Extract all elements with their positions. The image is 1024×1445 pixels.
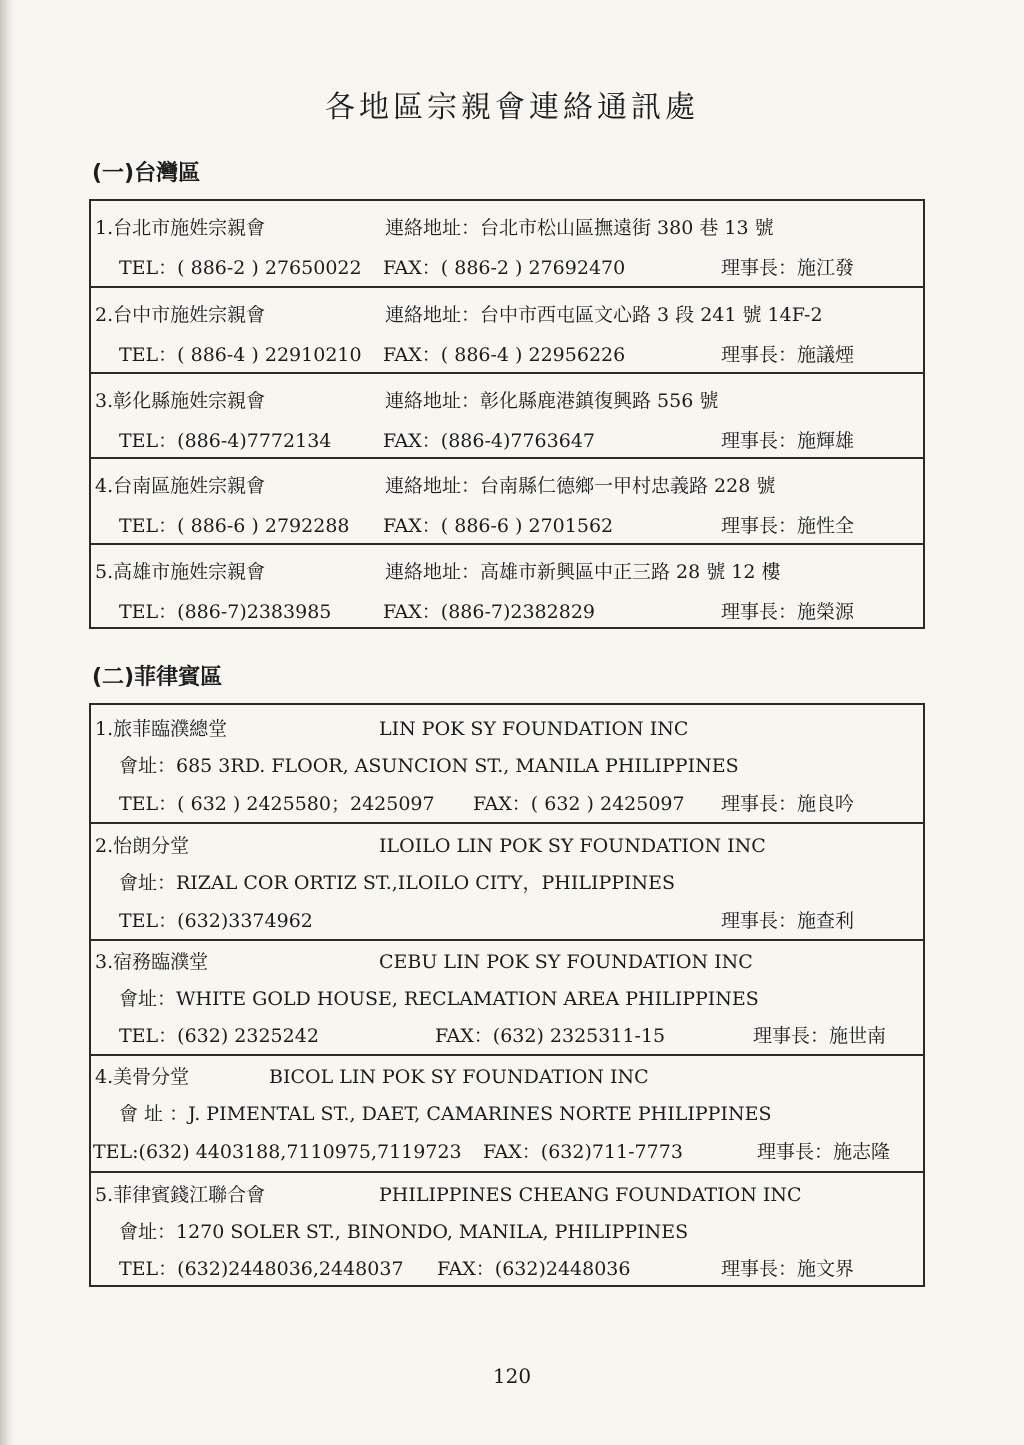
tel-text: TEL：( 886-6 ) 2792288 xyxy=(119,515,350,537)
association-name: 2.怡朗分堂 xyxy=(95,835,190,857)
table-row xyxy=(91,939,923,1054)
association-name: 4.台南區施姓宗親會 xyxy=(95,475,266,497)
chairman-text: 理事長：施良吟 xyxy=(721,793,855,815)
tel-text: TEL：( 886-2 ) 27650022 xyxy=(119,257,362,279)
table-row xyxy=(91,1171,923,1285)
address-text: 連絡地址：高雄市新興區中正三路 28 號 12 樓 xyxy=(385,561,781,583)
table-row xyxy=(91,201,923,286)
address-text: 會址：685 3RD. FLOOR, ASUNCION ST., MANILA PHILIPPINES xyxy=(119,755,739,777)
table-row xyxy=(91,1054,923,1171)
english-name: CEBU LIN POK SY FOUNDATION INC xyxy=(379,951,753,973)
tel-text: TEL：( 632 ) 2425580；2425097 xyxy=(119,793,435,815)
philippines-table xyxy=(89,703,925,1287)
fax-text: FAX：( 886-4 ) 22956226 xyxy=(383,344,626,366)
association-name: 4.美骨分堂 xyxy=(95,1066,190,1088)
address-text: 連絡地址：台中市西屯區文心路 3 段 241 號 14F-2 xyxy=(385,304,823,326)
english-name: BICOL LIN POK SY FOUNDATION INC xyxy=(269,1066,649,1088)
tel-text: TEL：(632)3374962 xyxy=(119,910,313,932)
association-name: 1.旅菲臨濮總堂 xyxy=(95,718,228,740)
fax-text: FAX：(632) 2325311-15 xyxy=(435,1025,666,1047)
page-binding-edge xyxy=(0,0,14,1445)
chairman-text: 理事長：施江發 xyxy=(721,257,855,279)
tel-text: TEL：(632) 2325242 xyxy=(119,1025,319,1047)
page-title: 各地區宗親會連絡通訊處 xyxy=(325,90,699,125)
table-row xyxy=(91,543,923,627)
chairman-text: 理事長：施榮源 xyxy=(721,601,855,623)
address-text: 會 址 ：J. PIMENTAL ST., DAET, CAMARINES NORTE PHILIPPINES xyxy=(119,1103,772,1125)
english-name: LIN POK SY FOUNDATION INC xyxy=(379,718,689,740)
address-text: 連絡地址：彰化縣鹿港鎮復興路 556 號 xyxy=(385,390,719,412)
tel-text: TEL：(632)2448036,2448037 xyxy=(119,1258,404,1280)
association-name: 1.台北市施姓宗親會 xyxy=(95,217,266,239)
association-name: 2.台中市施姓宗親會 xyxy=(95,304,266,326)
chairman-text: 理事長：施世南 xyxy=(753,1025,887,1047)
taiwan-table xyxy=(89,199,925,629)
fax-text: FAX：( 886-2 ) 27692470 xyxy=(383,257,626,279)
chairman-text: 理事長：施輝雄 xyxy=(721,430,855,452)
tel-text: TEL:(632) 4403188,7110975,7119723 xyxy=(93,1141,462,1163)
association-name: 3.宿務臨濮堂 xyxy=(95,951,209,973)
section-heading-taiwan: (一)台灣區 xyxy=(92,161,201,186)
fax-text: FAX：(886-4)7763647 xyxy=(383,430,595,452)
address-text: 會址：WHITE GOLD HOUSE, RECLAMATION AREA PHILIPPINES xyxy=(119,988,759,1010)
fax-text: FAX：( 632 ) 2425097 xyxy=(473,793,685,815)
tel-text: TEL：(886-4)7772134 xyxy=(119,430,332,452)
table-row xyxy=(91,372,923,457)
fax-text: FAX：(632)711-7773 xyxy=(483,1141,683,1163)
address-text: 會址：RIZAL COR ORTIZ ST.,ILOILO CITY，PHILIPPINES xyxy=(119,872,676,894)
tel-text: TEL：( 886-4 ) 22910210 xyxy=(119,344,362,366)
table-row xyxy=(91,286,923,372)
table-row xyxy=(91,705,923,822)
page-number: 120 xyxy=(492,1364,532,1388)
table-row xyxy=(91,822,923,939)
fax-text: FAX：( 886-6 ) 2701562 xyxy=(383,515,614,537)
table-row xyxy=(91,457,923,543)
chairman-text: 理事長：施文界 xyxy=(721,1258,855,1280)
tel-text: TEL：(886-7)2383985 xyxy=(119,601,332,623)
chairman-text: 理事長：施查利 xyxy=(721,910,855,932)
fax-text: FAX：(632)2448036 xyxy=(437,1258,631,1280)
chairman-text: 理事長：施議煙 xyxy=(721,344,855,366)
english-name: PHILIPPINES CHEANG FOUNDATION INC xyxy=(379,1184,802,1206)
fax-text: FAX：(886-7)2382829 xyxy=(383,601,595,623)
association-name: 5.高雄市施姓宗親會 xyxy=(95,561,266,583)
chairman-text: 理事長：施性全 xyxy=(721,515,855,537)
association-name: 3.彰化縣施姓宗親會 xyxy=(95,390,266,412)
section-heading-philippines: (二)菲律賓區 xyxy=(92,665,223,690)
association-name: 5.菲律賓錢江聯合會 xyxy=(95,1184,266,1206)
address-text: 連絡地址：台南縣仁德鄉一甲村忠義路 228 號 xyxy=(385,475,776,497)
address-text: 會址：1270 SOLER ST., BINONDO, MANILA, PHILIPPINES xyxy=(119,1221,689,1243)
english-name: ILOILO LIN POK SY FOUNDATION INC xyxy=(379,835,766,857)
chairman-text: 理事長：施志隆 xyxy=(757,1141,891,1163)
address-text: 連絡地址：台北市松山區撫遠街 380 巷 13 號 xyxy=(385,217,774,239)
